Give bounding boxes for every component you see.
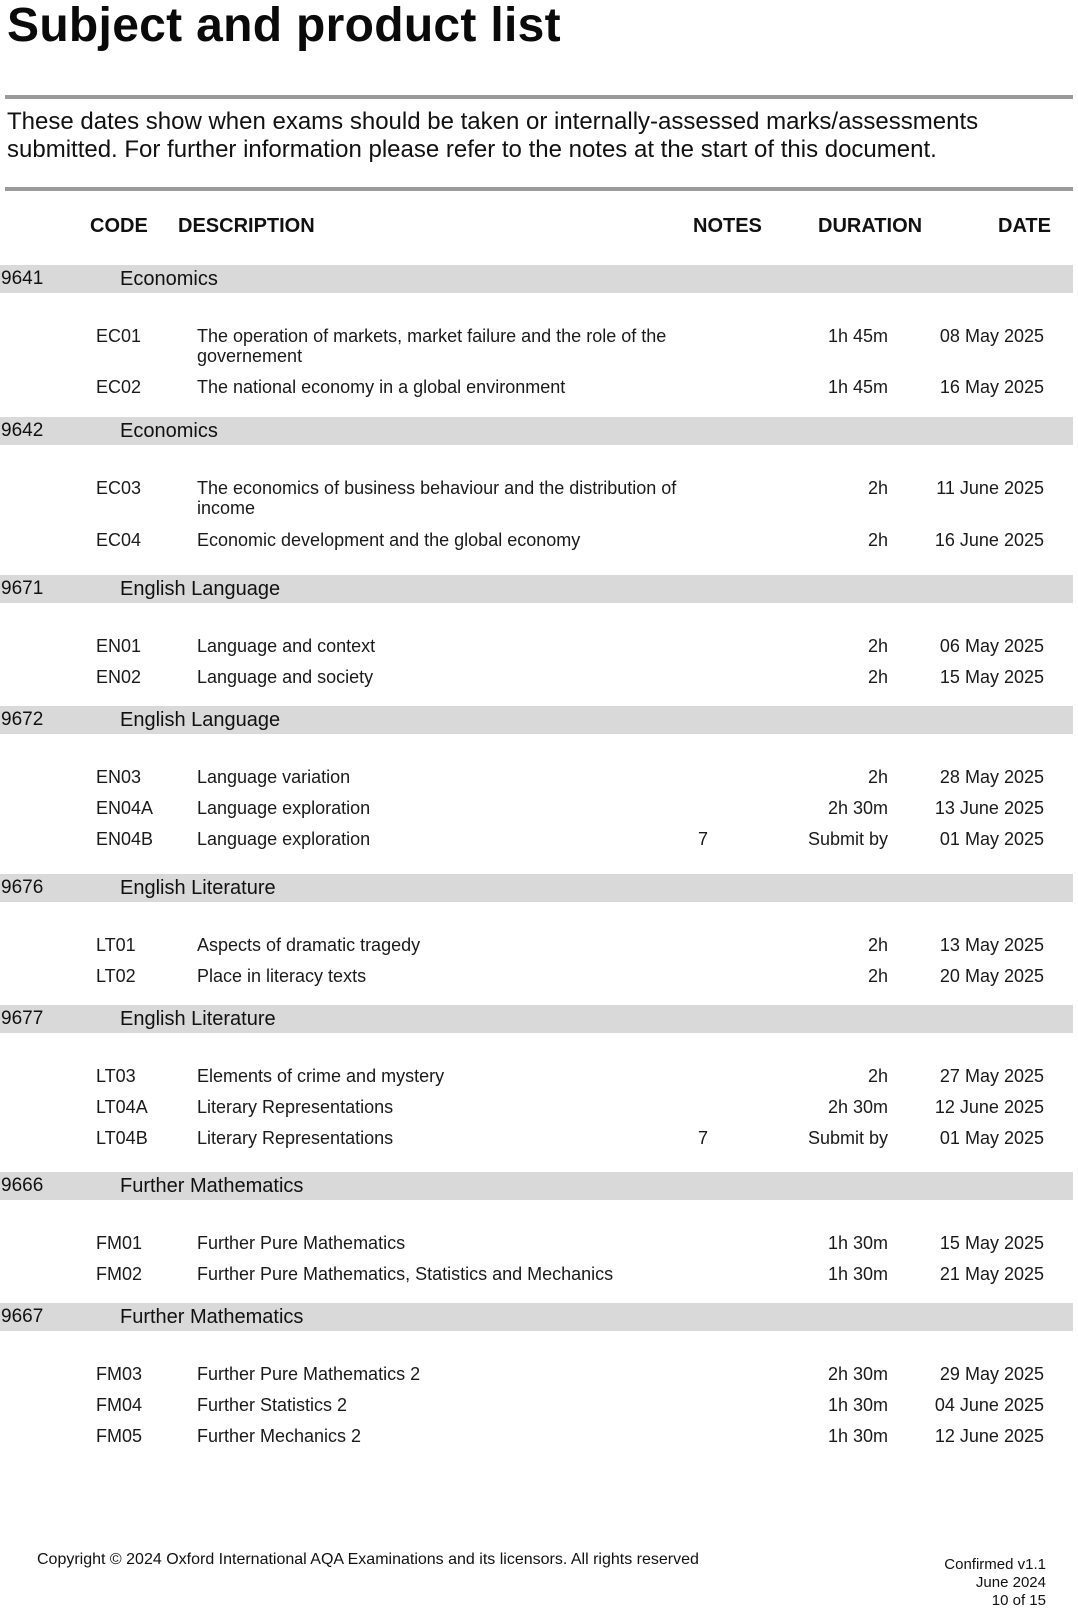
component-date: 28 May 2025 <box>939 767 1044 787</box>
component-description: Further Pure Mathematics 2 <box>197 1364 421 1384</box>
component-date: 01 May 2025 <box>939 1128 1044 1148</box>
component-date: 04 June 2025 <box>934 1395 1044 1415</box>
component-date: 12 June 2025 <box>934 1097 1044 1117</box>
subject-code: 9671 <box>1 578 44 599</box>
component-date: 29 May 2025 <box>939 1364 1044 1384</box>
component-code: EC03 <box>96 478 142 498</box>
component-description: Elements of crime and mystery <box>197 1066 445 1086</box>
component-duration: 1h 30m <box>827 1426 888 1446</box>
component-description: Language and context <box>197 636 376 656</box>
component-description: Further Statistics 2 <box>197 1395 348 1415</box>
component-code: EC04 <box>96 530 142 550</box>
subject-code: 9642 <box>1 420 44 441</box>
component-duration: 2h <box>867 767 888 787</box>
component-date: 06 May 2025 <box>939 636 1044 656</box>
component-duration: 2h 30m <box>827 1364 888 1384</box>
component-notes: 7 <box>698 1128 709 1148</box>
subject-code: 9676 <box>1 877 44 898</box>
subject-group-row <box>0 1303 1073 1331</box>
component-description: Aspects of dramatic tragedy <box>197 935 421 955</box>
subject-group-row <box>0 706 1073 734</box>
component-code: EN01 <box>96 636 142 656</box>
component-duration: 1h 30m <box>827 1264 888 1284</box>
column-header-date: DATE <box>998 215 1051 237</box>
subject-group-row <box>0 874 1073 902</box>
intro-text: These dates show when exams should be taken or internally-assessed marks/assessments submitted. For further information please refer to the notes at the start of this document. <box>7 108 979 163</box>
component-code: EN04A <box>96 798 154 818</box>
component-code: FM03 <box>96 1364 143 1384</box>
component-description: The national economy in a global environment <box>197 377 566 397</box>
component-duration: 1h 45m <box>827 377 888 397</box>
component-notes: 7 <box>698 829 709 849</box>
component-code: EN03 <box>96 767 142 787</box>
component-duration: 2h 30m <box>827 1097 888 1117</box>
column-header-duration: DURATION <box>818 215 923 237</box>
component-code: EC01 <box>96 326 142 346</box>
subject-code: 9667 <box>1 1306 44 1327</box>
component-description: Language and society <box>197 667 374 687</box>
component-duration: 2h <box>867 966 888 986</box>
component-duration: 2h <box>867 1066 888 1086</box>
component-duration: 2h 30m <box>827 798 888 818</box>
subject-name: English Language <box>120 578 281 600</box>
component-date: 15 May 2025 <box>939 667 1044 687</box>
subject-name: English Literature <box>120 1008 276 1030</box>
subject-name: Economics <box>120 268 218 290</box>
component-code: LT04B <box>96 1128 148 1148</box>
component-date: 15 May 2025 <box>939 1233 1044 1253</box>
footer-issue-date: June 2024 <box>975 1574 1046 1591</box>
component-date: 13 May 2025 <box>939 935 1044 955</box>
component-description: Language exploration <box>197 798 371 818</box>
component-code: LT03 <box>96 1066 136 1086</box>
component-description: The economics of business behaviour and the distribution of income <box>197 478 677 518</box>
component-code: EC02 <box>96 377 142 397</box>
subject-code: 9641 <box>1 268 44 289</box>
component-description: Further Pure Mathematics, Statistics and Mechanics <box>197 1264 614 1284</box>
component-description: Language variation <box>197 767 351 787</box>
component-description: Further Mechanics 2 <box>197 1426 362 1446</box>
component-duration: Submit by <box>807 829 888 849</box>
subject-name: Economics <box>120 420 218 442</box>
footer-page-number: 10 of 15 <box>991 1592 1046 1609</box>
component-date: 16 June 2025 <box>934 530 1044 550</box>
subject-group-row <box>0 265 1073 293</box>
subject-name: English Language <box>120 709 281 731</box>
column-header-code: CODE <box>90 215 148 237</box>
component-duration: 2h <box>867 636 888 656</box>
subject-group-row <box>0 575 1073 603</box>
subject-name: Further Mathematics <box>120 1306 304 1328</box>
component-duration: 2h <box>867 478 888 498</box>
subject-name: Further Mathematics <box>120 1175 304 1197</box>
component-date: 12 June 2025 <box>934 1426 1044 1446</box>
component-duration: 1h 30m <box>827 1233 888 1253</box>
component-code: FM05 <box>96 1426 143 1446</box>
component-description: Place in literacy texts <box>197 966 367 986</box>
component-description: Literary Representations <box>197 1128 394 1148</box>
column-header-notes: NOTES <box>693 215 762 237</box>
component-date: 08 May 2025 <box>939 326 1044 346</box>
component-date: 16 May 2025 <box>939 377 1044 397</box>
subject-group-row <box>0 1172 1073 1200</box>
component-description: Further Pure Mathematics <box>197 1233 406 1253</box>
footer-meta <box>944 1556 1046 1610</box>
component-description: Language exploration <box>197 829 371 849</box>
footer-status: Confirmed v1.1 <box>944 1556 1046 1573</box>
component-code: EN04B <box>96 829 154 849</box>
column-header-description: DESCRIPTION <box>178 215 315 237</box>
component-duration: Submit by <box>807 1128 888 1148</box>
component-code: LT04A <box>96 1097 148 1117</box>
subject-group-row <box>0 1005 1073 1033</box>
component-date: 13 June 2025 <box>934 798 1044 818</box>
component-duration: 1h 45m <box>827 326 888 346</box>
component-code: FM01 <box>96 1233 143 1253</box>
component-code: LT01 <box>96 935 136 955</box>
footer-copyright: Copyright © 2024 Oxford International AQA Examinations and its licensors. All rights reserved <box>37 1551 699 1568</box>
component-duration: 2h <box>867 935 888 955</box>
component-date: 11 June 2025 <box>936 478 1044 498</box>
component-description: Literary Representations <box>197 1097 394 1117</box>
subject-code: 9666 <box>1 1175 44 1196</box>
component-duration: 1h 30m <box>827 1395 888 1415</box>
subject-name: English Literature <box>120 877 276 899</box>
page-title: Subject and product list <box>7 0 561 52</box>
component-date: 20 May 2025 <box>939 966 1044 986</box>
subject-group-row <box>0 417 1073 445</box>
component-date: 01 May 2025 <box>939 829 1044 849</box>
subject-code: 9677 <box>1 1008 44 1029</box>
component-code: FM02 <box>96 1264 143 1284</box>
component-date: 21 May 2025 <box>939 1264 1044 1284</box>
subject-code: 9672 <box>1 709 44 730</box>
component-code: EN02 <box>96 667 142 687</box>
component-description: The operation of markets, market failure and the role of the governement <box>197 326 667 366</box>
component-code: FM04 <box>96 1395 143 1415</box>
component-date: 27 May 2025 <box>939 1066 1044 1086</box>
component-duration: 2h <box>867 667 888 687</box>
component-description: Economic development and the global economy <box>197 530 581 550</box>
component-duration: 2h <box>867 530 888 550</box>
component-code: LT02 <box>96 966 136 986</box>
